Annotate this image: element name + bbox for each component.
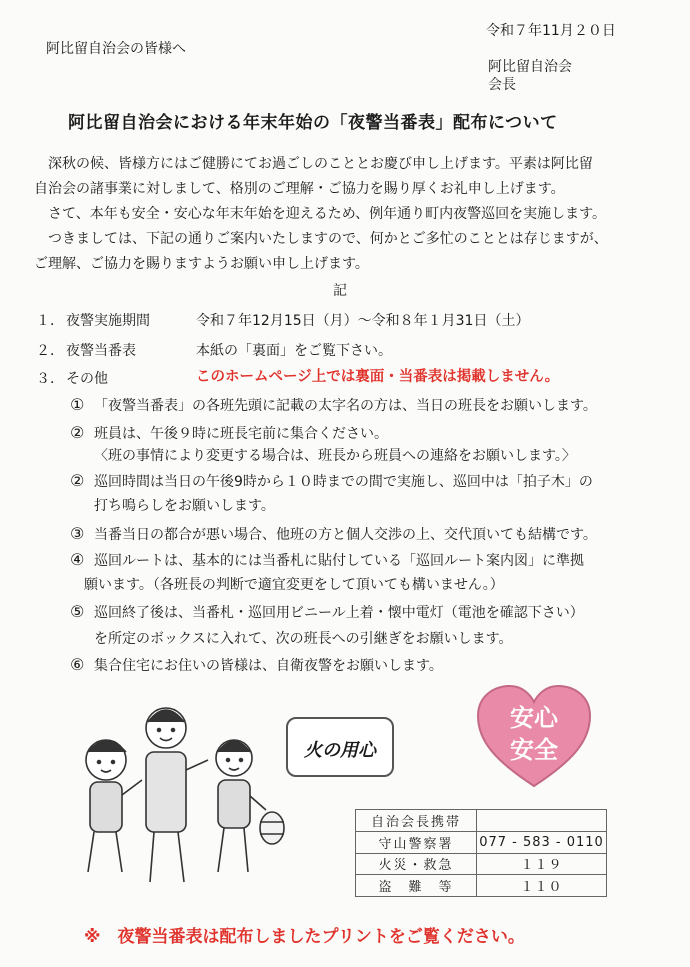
- item-1-label: 夜警実施期間: [66, 313, 150, 329]
- patrol-people-illustration: [66, 700, 296, 890]
- note-3-line-1: 巡回時間は当日の午後9時から１０時までの間で実施し、巡回中は「拍子木」の: [94, 474, 593, 490]
- contact-label: 盗 難 等: [356, 875, 477, 897]
- note-2-line-2: 〈班の事情により変更する場合は、班長から班員への連絡をお願いします。〉: [94, 448, 576, 464]
- item-3-number: ３．: [36, 371, 64, 387]
- sender-role: 会長: [488, 77, 516, 93]
- footer-note: ※ 夜警当番表は配布しましたプリントをご覧ください。: [84, 927, 525, 947]
- contact-value: １１９: [477, 853, 607, 875]
- item-3-value: このホームページ上では裏面・当番表は掲載しません。: [196, 369, 560, 385]
- note-1-line-1: 「夜警当番表」の各班先頭に記載の太字名の方は、当日の班長をお願いします。: [94, 398, 597, 414]
- intro-line-2: 自治会の諸事業に対しまして、格別のご理解・ご協力を賜り厚くお礼申し上げます。: [34, 181, 565, 197]
- contact-row: [356, 831, 607, 853]
- item-2-value: 本紙の「裏面」をご覧下さい。: [196, 343, 392, 359]
- note-6-line-1: 巡回終了後は、当番札・巡回用ビニール上着・懐中電灯（電池を確認下さい）: [94, 605, 584, 621]
- note-1-mark: ①: [70, 395, 85, 414]
- item-2-number: ２．: [36, 343, 64, 359]
- document-title: 阿比留自治会における年末年始の「夜警当番表」配布について: [68, 113, 558, 133]
- intro-line-4: つきましては、下記の通りご案内いたしますので、何かとご多忙のこととは存じますが、: [48, 231, 608, 247]
- note-3-line-2: 打ち鳴らしをお願いします。: [94, 498, 275, 514]
- intro-line-3: さて、本年も安全・安心な年末年始を迎えるため、例年通り町内夜警巡回を実施します。: [48, 206, 607, 222]
- note-5-line-1: 巡回ルートは、基本的には当番札に貼付している「巡回ルート案内図」に準拠: [94, 553, 584, 569]
- intro-line-5: ご理解、ご協力を賜りますようお願い申し上げます。: [34, 256, 369, 272]
- sender-org: 阿比留自治会: [488, 59, 572, 75]
- emergency-contact-table: [355, 809, 607, 897]
- contact-label: 自治会長携帯: [356, 810, 477, 832]
- contact-label: 火災・救急: [356, 853, 477, 875]
- contact-row: [356, 853, 607, 875]
- fire-caution-sign: [286, 717, 394, 777]
- document-date: 令和７年11月２０日: [486, 23, 616, 39]
- item-1-number: １．: [36, 313, 64, 329]
- contact-value: [477, 810, 607, 832]
- intro-line-1: 深秋の候、皆様方にはご健勝にてお過ごしのこととお慶び申し上げます。平素は阿比留: [48, 156, 593, 172]
- ki-heading: 記: [333, 283, 347, 299]
- heart-text-anshin: 安心: [510, 704, 558, 732]
- note-3-mark: ②: [70, 471, 85, 490]
- contact-value: 077 - 583 - 0110: [477, 831, 607, 853]
- note-4-mark: ③: [70, 524, 85, 543]
- contact-row: [356, 810, 607, 832]
- note-6-mark: ⑤: [70, 602, 85, 621]
- recipient: 阿比留自治会の皆様へ: [46, 41, 186, 57]
- contact-row: [356, 875, 607, 897]
- note-2-mark: ②: [70, 423, 85, 442]
- contact-label: 守山警察署: [356, 831, 477, 853]
- fire-caution-text: 火の用心: [304, 740, 376, 761]
- note-6-line-2: を所定のボックスに入れて、次の班長への引継ぎをお願いします。: [94, 631, 513, 647]
- note-5-line-2: 願います。（各班長の判断で適宜変更をして頂いても構いません。）: [84, 577, 504, 593]
- note-4-line-1: 当番当日の都合が悪い場合、他班の方と個人交渉の上、交代頂いても結構です。: [94, 527, 597, 543]
- heart-text-anzen: 安全: [510, 736, 558, 764]
- contact-value: １１０: [477, 875, 607, 897]
- item-2-label: 夜警当番表: [66, 343, 136, 359]
- note-2-line-1: 班員は、午後９時に班長宅前に集合ください。: [94, 426, 388, 442]
- item-3-label: その他: [66, 371, 108, 387]
- note-7-line-1: 集合住宅にお住いの皆様は、自衛夜警をお願いします。: [94, 658, 443, 674]
- note-5-mark: ④: [70, 550, 85, 569]
- note-7-mark: ⑥: [70, 655, 85, 674]
- item-1-value: 令和７年12月15日（月）～令和８年１月31日（土）: [196, 313, 530, 329]
